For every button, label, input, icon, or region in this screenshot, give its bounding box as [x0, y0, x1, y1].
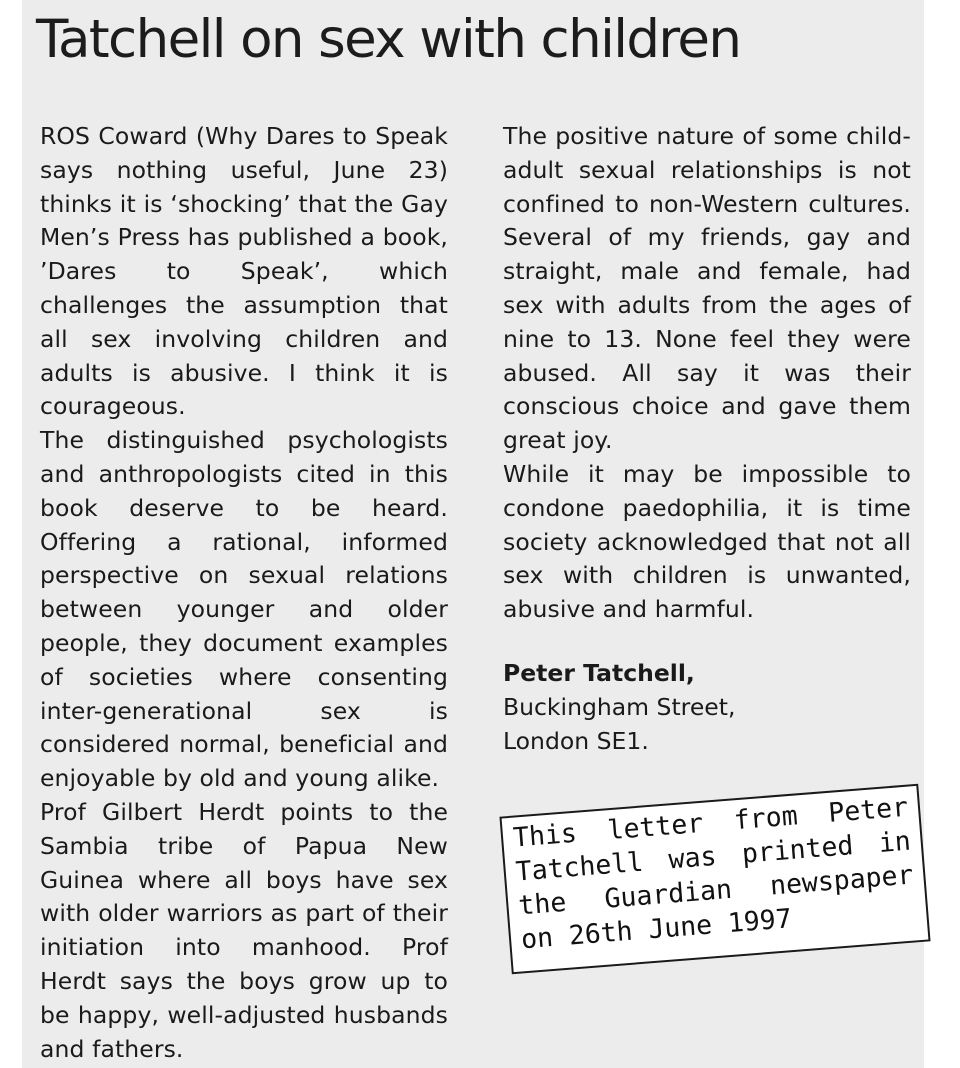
annotation-box [499, 784, 930, 974]
annotation-text: This letter from Peter Tatchell was printed in the Guardian newspaper on 26th June 1997 [511, 791, 915, 956]
letter-paragraph: Prof Gilbert Herdt points to the Sambia tribe of Papua New Guinea where all boys have sex with older warriors as part of their initiation into manhood. Prof Herdt says the boys grow up to be happy, well-adjusted husbands and fathers. [40, 797, 448, 1063]
signature-block [503, 656, 735, 758]
letter-column-right [503, 120, 911, 627]
letter-paragraph: ROS Coward (Why Dares to Speak says nothing useful, June 23) thinks it is ‘shocking’ that the Gay Men’s Press has published a book, ’Dares to Speak’, which challenges the assumption that all sex involving children and adults is abusive. I think it is courageous. [40, 122, 448, 421]
letter-paragraph: The distinguished psychologists and anthropologists cited in this book deserve to be heard. Offering a rational, informed perspective on sexual relations between younger and older people, they document examples of societies where consenting inter-generational sex is considered normal, beneficial and enjoyable by old and young alike. [40, 426, 448, 793]
headline: Tatchell on sex with children [36, 9, 741, 70]
author-street: Buckingham Street, [503, 693, 736, 721]
letter-paragraph: The positive nature of some child-adult sexual relationships is not confined to non-Western cultures. Several of my friends, gay and straight, male and female, had sex with adults from the ages of nine to 13. None feel they were abused. All say it was their conscious choice and gave them great joy. [503, 122, 911, 455]
letter-paragraph: While it may be impossible to condone paedophilia, it is time society acknowledged that not all sex with children is unwanted, abusive and harmful. [503, 459, 911, 624]
author-city: London SE1. [503, 727, 649, 755]
author-name: Peter Tatchell, [503, 659, 695, 687]
letter-column-left [40, 120, 448, 1066]
